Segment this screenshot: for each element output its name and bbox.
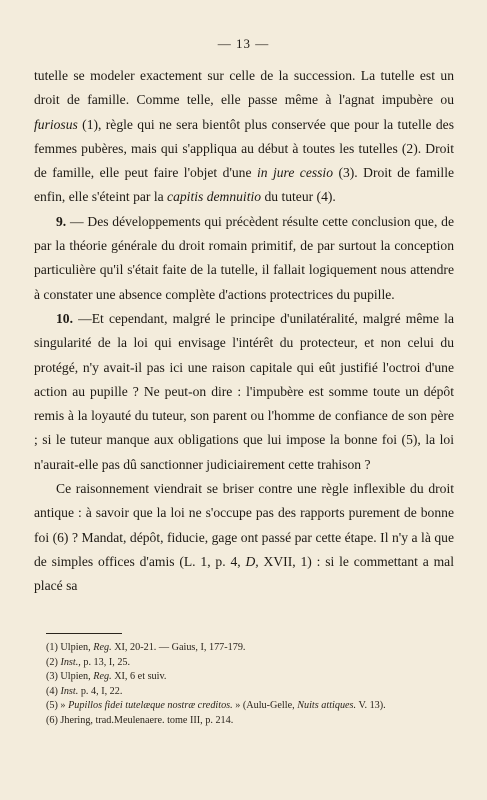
section-number: 9. [56, 213, 67, 229]
footnote-4: (4) Inst. p. 4, I, 22. [46, 685, 123, 697]
paragraph-9: 9. — Des développements qui précèdent résulte cette conclusion que, de par la théorie générale du droit romain primitif, de par surtout la conception particulière qu'il s'était faite de la tutelle, il fallait logiquement nous attendre à constater une absence complète d'actions protectrices du pupille. [34, 213, 454, 302]
italic-term: furiosus [34, 116, 78, 132]
footnotes [46, 641, 454, 729]
section-number: 10. [56, 310, 73, 326]
footnote-2: (2) Inst., p. 13, I, 25. [46, 656, 131, 668]
paragraph-continuation: tutelle se modeler exactement sur celle de la succession. La tutelle est un droit de famille. Comme telle, elle passe même à l'agnat impubère ou furiosus (1), règle qui ne sera bientôt plus conservée que pour la tutelle des femmes pubères, mais qui s'appliqua au début à toutes les tutelles (2). Droit de famille, elle peut faire l'objet d'une in jure cessio (3). Droit de famille enfin, elle s'éteint par la capitis demnuitio du tuteur (4). [34, 68, 455, 205]
italic-term: D, [245, 553, 259, 569]
footnote-divider [46, 633, 122, 634]
footnote-3: (3) Ulpien, Reg. XI, 6 et suiv. [46, 671, 167, 683]
italic-term: in jure cessio [256, 165, 334, 181]
footnote-5: (5) » Pupillos fidei tutelæque nostræ creditos. » (Aulu-Gelle, Nuits attiques. V. 13). [46, 700, 386, 712]
footnote-6: (6) Jhering, trad.Meulenaere. tome III, p. 214. [46, 714, 234, 726]
paragraph-10: 10. —Et cependant, malgré le principe d'unilatéralité, malgré même la singularité de la loi qui envisage l'intérêt du protecteur, et non celui du protégé, n'y avait-il pas ici une raison capitale qui eût justifié l'octroi d'une action au pupille ? Ne peut-on dire : l'impubère est somme toute un dépôt remis à la loyauté du tuteur, son parent ou l'homme de confiance de son père ; si le tuteur manque aux obligations que lui impose la bonne foi (5), la loi n'aurait-elle pas dû sanctionner judiciairement cette trahison ? [34, 310, 454, 472]
italic-term: capitis demnuitio [167, 189, 262, 205]
page-number: — 13 — [217, 36, 270, 51]
paragraph-argument: Ce raisonnement viendrait se briser contre une règle inflexible du droit antique : à savoir que la loi ne s'occupe pas des rapports purement de bonne foi (6) ? Mandat, dépôt, fiducie, gage ont passé par cette étape. Il n'y a là que de simples offices d'amis (L. 1, p. 4, D, XVII, 1) : si le commettant a mal placé sa [34, 481, 454, 594]
footnote-1: (1) Ulpien, Reg. XI, 20-21. — Gaius, I, 177-179. [46, 642, 246, 653]
main-text [34, 64, 454, 599]
